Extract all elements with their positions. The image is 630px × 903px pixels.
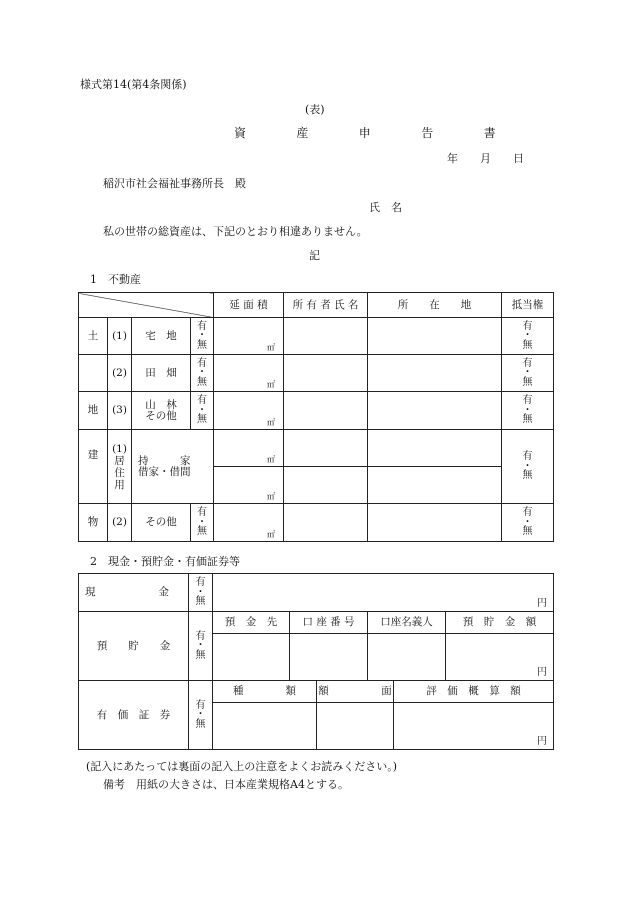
mortgage-toggle[interactable]: 有 ・ 無 [502, 392, 554, 430]
yes-no-toggle[interactable]: 有 ・ 無 [191, 355, 214, 392]
header-security-type: 種 類 [213, 681, 317, 703]
area-input[interactable]: ㎡ [214, 504, 284, 542]
residential-label: (1) 居 住 用 [108, 430, 132, 504]
yes-no-toggle[interactable]: 有 ・ 無 [191, 504, 214, 542]
owner-input[interactable] [284, 392, 368, 430]
header-account-holder: 口座名義人 [368, 612, 446, 634]
date-field[interactable]: 年 月 日 [447, 152, 524, 165]
header-location: 所 在 地 [368, 293, 502, 318]
mortgage-toggle[interactable]: 有 ・ 無 [502, 430, 554, 504]
deposit-amount-input[interactable]: 円 [446, 634, 554, 681]
area-input[interactable]: ㎡ [214, 430, 284, 467]
land-num-3: (3) [108, 392, 132, 430]
area-input[interactable]: ㎡ [214, 355, 284, 392]
header-account-number: 口 座 番 号 [290, 612, 368, 634]
header-bank: 預 金 先 [213, 612, 290, 634]
side-label: (表) [305, 103, 325, 116]
section-2-title: 2 現金・預貯金・有価証券等 [90, 555, 240, 568]
land-label-top: 土 [79, 318, 108, 355]
section-1-title: 1 不動産 [90, 273, 141, 286]
addressee: 稲沢市社会福祉事務所長 殿 [103, 177, 246, 190]
remark: 備考 用紙の大きさは、日本産業規格A4とする。 [103, 778, 349, 791]
real-estate-table [78, 292, 554, 542]
owner-input[interactable] [284, 467, 368, 504]
area-input[interactable]: ㎡ [214, 392, 284, 430]
building-label-bottom: 物 [79, 504, 108, 542]
header-floor-area: 延 面 積 [214, 293, 284, 318]
land-num-1: (1) [108, 318, 132, 355]
location-input[interactable] [368, 467, 502, 504]
mortgage-toggle[interactable]: 有 ・ 無 [502, 355, 554, 392]
yes-no-toggle[interactable]: 有 ・ 無 [189, 681, 213, 750]
corner-diagonal-cell [79, 293, 214, 318]
estimated-value-input[interactable]: 円 [394, 703, 554, 750]
residential-types: 持 家 借家・借間 [132, 430, 214, 504]
yes-no-toggle[interactable]: 有 ・ 無 [189, 574, 213, 612]
cash-label: 現 金 [79, 574, 189, 612]
owner-input[interactable] [284, 355, 368, 392]
form-id: 様式第14(第4条関係) [80, 78, 187, 91]
owner-input[interactable] [284, 504, 368, 542]
owner-input[interactable] [284, 430, 368, 467]
cash-amount-input[interactable]: 円 [213, 574, 554, 612]
land-label-residential: 宅 地 [132, 318, 191, 355]
header-owner-name: 所 有 者 氏 名 [284, 293, 368, 318]
declaration: 私の世帯の総資産は、下記のとおり相違ありません。 [103, 225, 368, 238]
money-table [78, 573, 554, 750]
area-input[interactable]: ㎡ [214, 467, 284, 504]
land-label-bottom: 地 [79, 392, 108, 430]
yes-no-toggle[interactable]: 有 ・ 無 [191, 392, 214, 430]
mortgage-toggle[interactable]: 有 ・ 無 [502, 318, 554, 355]
deposit-label: 預 貯 金 [79, 612, 189, 681]
name-label[interactable]: 氏 名 [369, 201, 402, 214]
building-label-other: その他 [132, 504, 191, 542]
building-num-2: (2) [108, 504, 132, 542]
yes-no-toggle[interactable]: 有 ・ 無 [189, 612, 213, 681]
mortgage-toggle[interactable]: 有 ・ 無 [502, 504, 554, 542]
header-estimated-value: 評 価 概 算 額 [394, 681, 554, 703]
securities-label: 有 価 証 券 [79, 681, 189, 750]
land-label-forest: 山 林 その他 [132, 392, 191, 430]
face-value-input[interactable] [317, 703, 394, 750]
note: (記入にあたっては裏面の記入上の注意をよくお読みください。) [86, 760, 398, 773]
location-input[interactable] [368, 318, 502, 355]
ki-label: 記 [309, 249, 320, 262]
location-input[interactable] [368, 355, 502, 392]
header-face-value: 額 面 [317, 681, 394, 703]
area-input[interactable]: ㎡ [214, 318, 284, 355]
header-deposit-amount: 預 貯 金 額 [446, 612, 554, 634]
land-label-field: 田 畑 [132, 355, 191, 392]
bank-input[interactable] [213, 634, 290, 681]
owner-input[interactable] [284, 318, 368, 355]
building-label-top: 建 [79, 430, 108, 504]
security-type-input[interactable] [213, 703, 317, 750]
account-number-input[interactable] [290, 634, 368, 681]
yes-no-toggle[interactable]: 有 ・ 無 [191, 318, 214, 355]
land-label-cell [79, 355, 108, 392]
location-input[interactable] [368, 504, 502, 542]
header-mortgage: 抵当権 [502, 293, 554, 318]
land-num-2: (2) [108, 355, 132, 392]
location-input[interactable] [368, 392, 502, 430]
page-title: 資 産 申 告 書 [234, 126, 515, 140]
location-input[interactable] [368, 430, 502, 467]
account-holder-input[interactable] [368, 634, 446, 681]
